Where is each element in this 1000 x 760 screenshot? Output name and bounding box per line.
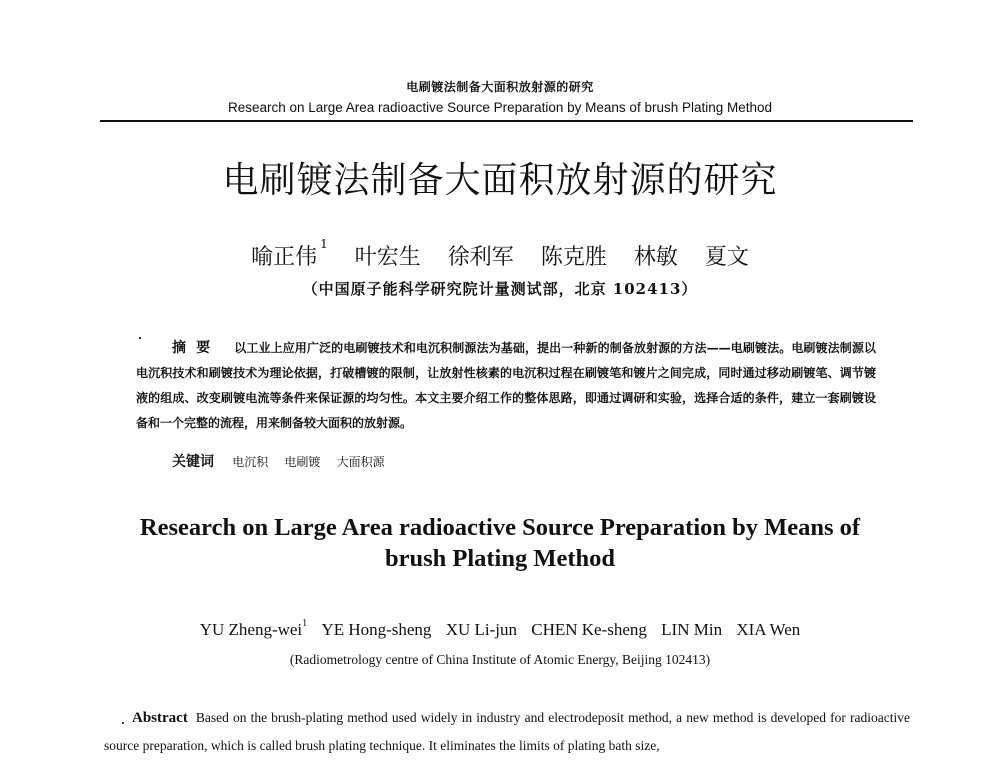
keyword: 电沉积: [232, 455, 269, 469]
header-rule: [100, 120, 913, 122]
running-header-en: Research on Large Area radioactive Source Preparation by Means of brush Plating Method: [227, 100, 773, 115]
author-en: YE Hong-sheng: [321, 620, 432, 639]
running-header-cn: 电刷镀法制备大面积放射源的研究: [406, 80, 594, 94]
abstract-cn: [136, 336, 876, 436]
affiliation-cn: （中国原子能科学研究院计量测试部，北京 102413）: [302, 280, 698, 298]
title-en: Research on Large Area radioactive Source Preparation by Means of brush Plating Method: [139, 514, 861, 572]
keyword: 大面积源: [336, 455, 385, 469]
author-cn: 叶宏生: [354, 245, 421, 270]
author-cn: 徐利军: [447, 245, 514, 270]
authors-en: [0, 620, 1000, 640]
abstract-en: [104, 704, 910, 759]
keywords-cn: [172, 451, 397, 471]
keyword: 电刷镀: [284, 455, 321, 469]
author-cn: 夏文: [704, 245, 749, 270]
author-en: LIN Min: [661, 620, 723, 639]
author-en: XU Li-jun: [445, 620, 517, 639]
abstract-en-label: Abstract: [132, 710, 188, 726]
author-en: CHEN Ke-sheng: [531, 620, 647, 639]
authors-cn: [0, 237, 1000, 271]
author-cn: 林敏: [633, 245, 678, 270]
keywords-cn-label: 关键词: [172, 454, 214, 470]
abstract-cn-label: 摘要: [172, 340, 221, 356]
author-cn: 喻正伟$^1$: [251, 237, 328, 270]
author-en: YU Zheng-wei$^1$: [199, 618, 308, 639]
author-cn: 陈克胜: [540, 245, 607, 270]
abstract-cn-text: 以工业上应用广泛的电刷镀技术和电沉积制源法为基础，提出一种新的制备放射源的方法——电刷镀法。电刷镀法制源以电沉积技术和刷镀技术为理论依据，打破槽镀的限制，让放射性核素的电沉积过程在刷镀笔和镀片之间完成，同时通过移动刷镀笔、调节镀液的组成、改变刷镀电流等条件来保证源的均匀性。本文主要介绍工作的整体思路，即通过调研和实验，选择合适的条件，建立一套刷镀设备和一个完整的流程，用来制备较大面积的放射源。: [136, 341, 876, 430]
author-en: XIA Wen: [736, 620, 801, 639]
title-cn: 电刷镀法制备大面积放射源的研究: [222, 160, 778, 201]
affiliation-en: (Radiometrology centre of China Institute of Atomic Energy, Beijing 102413): [289, 652, 711, 667]
abstract-en-text: Based on the brush-plating method used widely in industry and electrodeposit method, a new method is developed for radioactive source preparation, which is called brush plating technique. It eliminates the limits of plating bath size,: [104, 710, 910, 753]
